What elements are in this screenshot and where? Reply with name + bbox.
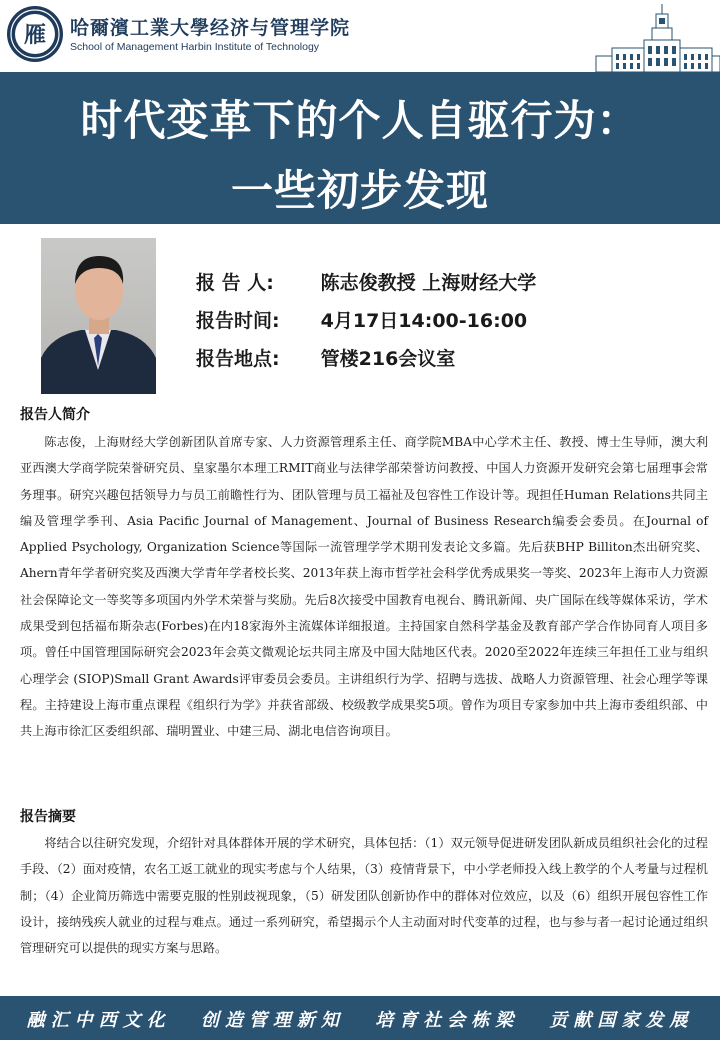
- bio-heading: 报告人简介: [20, 407, 90, 423]
- speaker-value: 陈志俊教授 上海财经大学: [320, 272, 537, 294]
- bio-text: 陈志俊，上海财经大学创新团队首席专家、人力资源管理系主任、商学院MBA中心学术主任、教授、博士生导师，澳大利亚西澳大学商学院荣誉研究员、皇家墨尔本理工RMIT商业与法律学部荣誉访问教授、中国人力资源开发研究会第七届理事会常务理事。研究兴趣包括领导力与员工前瞻性行为、团队管理与员工福祉及包容性工作设计等。现担任Human Relations共同主编及管理学季刊、Asia Pacific Journal of Management、Journal of Business Research编委会委员。在Journal of Applied Psychology, Organization Science等国际一流管理学学术期刊发表论文多篇。先后获BHP Billiton杰出研究奖、Ahern青年学者研究奖及西澳大学青年学者校长奖、2013年获上海市哲学社会科学优秀成果奖一等奖、2023年上海市人力资源社会保障论文一等奖等多项国内外学术荣誉与奖励。先后8次接受中国教育电视台、腾讯新闻、央广国际在线等媒体采访，学术成果受到包括福布斯杂志(Forbes)在内18家海外主流媒体详细报道。主持国家自然科学基金及教育部产学合作协同育人项目多项。曾任中国管理国际研究会2023年会英文微观论坛共同主席及中国大陆地区代表。2020至2022年连续三年担任工业与组织心理学会 (SIOP)Small Grant Awards评审委员会委员。主讲组织行为学、招聘与选拔、战略人力资源管理、社会心理学等课程。主持建设上海市重点课程《组织行为学》并获省部级、校级教学成果奖5项。曾作为项目专家参加中共上海市委组织部、中共上海市徐汇区委组织部、瑞明置业、中建三局、湖北电信咨询项目。: [20, 435, 708, 739]
- location-row: [196, 344, 455, 371]
- speaker-row: [196, 268, 536, 295]
- footer-band: [0, 996, 720, 1040]
- motto-phrase: 培育社会栋梁: [375, 1010, 520, 1031]
- time-label: 报告时间:: [196, 310, 280, 332]
- school-name-en: School of Management Harbin Institute of Technology: [70, 41, 320, 53]
- location-value: 管楼216会议室: [320, 348, 456, 370]
- speaker-portrait: [41, 238, 156, 394]
- talk-title-line-2: 一些初步发现: [230, 166, 489, 215]
- abstract-heading: 报告摘要: [20, 809, 76, 825]
- time-row: [196, 306, 527, 333]
- school-name-cn: 哈爾濱工業大學经济与管理学院: [70, 17, 351, 39]
- university-seal-logo: [6, 5, 64, 63]
- motto-phrase: 创造管理新知: [200, 1010, 345, 1031]
- header: [0, 0, 720, 72]
- abstract-text: 将结合以往研究发现，介绍针对具体群体开展的学术研究，具体包括：（1）双元领导促进研发团队新成员组织社会化的过程手段、（2）面对疫情，农名工返工就业的现实考虑与个人结果，（3）疫情背景下，中小学老师投入线上教学的个人考量与过程机制；（4）企业简历筛选中需要克服的性别歧视现象，（5）研发团队创新协作中的群体对位效应，以及（6）组织开展包容性工作设计，接纳残疾人就业的过程与难点。通过一系列研究，希望揭示个人主动面对时代变革的过程，也与参与者一起讨论通过组织管理研究可以提供的现实方案与思路。: [20, 836, 708, 956]
- main-building-illustration: [592, 2, 720, 72]
- talk-title-line-1: 时代变革下的个人自驱行为：: [80, 96, 640, 145]
- time-value: 4月17日14:00-16:00: [320, 310, 528, 332]
- speaker-label: 报 告 人:: [196, 272, 274, 294]
- speaker-photo: [41, 238, 156, 394]
- motto-phrase: 融汇中西文化: [26, 1010, 171, 1031]
- motto-phrase: 贡献国家发展: [549, 1010, 694, 1031]
- motto: [0, 1006, 720, 1032]
- seal-char: 雁: [23, 22, 47, 48]
- location-label: 报告地点:: [196, 348, 280, 370]
